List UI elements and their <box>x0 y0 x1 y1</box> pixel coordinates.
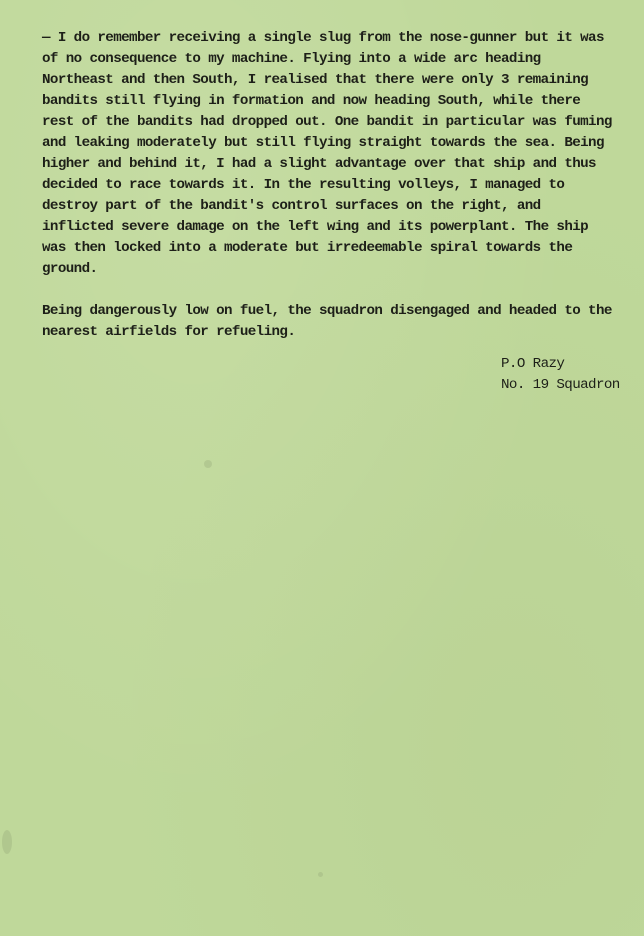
signature-unit: No. 19 Squadron <box>501 377 620 393</box>
report-paragraph-1: — I do remember receiving a single slug from the nose-gunner but it was of no consequence to my machine. Flying into a wide arc heading Northeast and then South, I realised that there were only 3 remaining bandits still flying in formation and now heading South, while there rest of the bandits had dropped out. One bandit in particular was fuming and leaking moderately but still flying straight towards the sea. Being higher and behind it, I had a slight advantage over that ship and thus decided to race towards it. In the resulting volleys, I managed to destroy part of the bandit's control surfaces on the right, and inflicted severe damage on the left wing and its powerplant. The ship was then locked into a moderate but irredeemable spiral towards the ground. <box>42 30 612 277</box>
signature-name: P.O Razy <box>501 356 565 372</box>
paper-speck <box>318 872 323 877</box>
report-body <box>42 28 617 364</box>
paper-speck <box>2 830 12 854</box>
signature-block <box>501 354 620 396</box>
paper-speck <box>204 460 212 468</box>
report-paragraph-2: Being dangerously low on fuel, the squadron disengaged and headed to the nearest airfields for refueling. <box>42 303 612 340</box>
